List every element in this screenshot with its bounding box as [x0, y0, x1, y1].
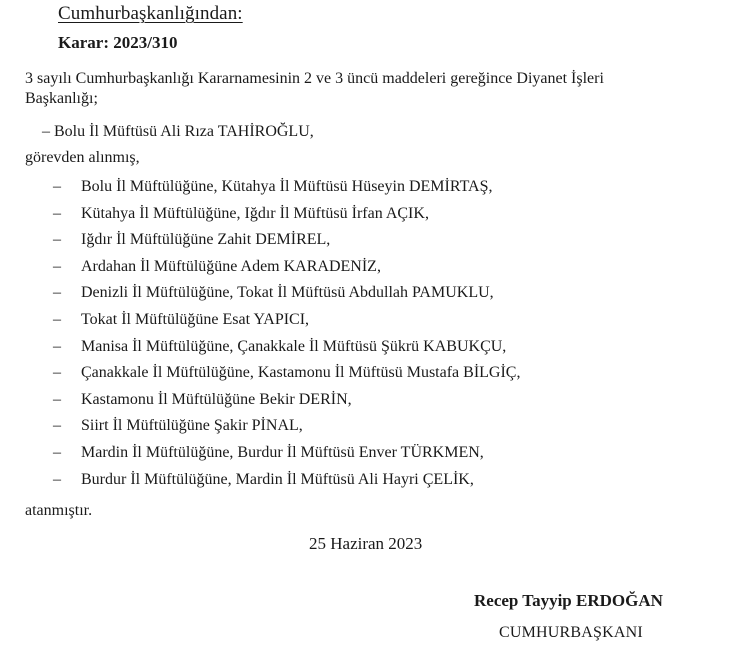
list-dash: – [53, 257, 61, 275]
list-dash: – [53, 310, 61, 328]
appointed-label: atanmıştır. [25, 502, 93, 519]
appointment-text: Manisa İl Müftülüğüne, Çanakkale İl Müftüsü Şükrü KABUKÇU, [81, 337, 507, 355]
list-dash: – [53, 204, 61, 222]
list-dash: – [53, 443, 61, 461]
intro-line-1 [25, 69, 737, 89]
list-dash: – [53, 284, 61, 302]
appointment-text: Kastamonu İl Müftülüğüne Bekir DERİN, [81, 390, 352, 408]
list-dash: – [53, 231, 61, 249]
dismissed-label: görevden alınmış, [25, 149, 140, 166]
dismissed-official: – Bolu İl Müftüsü Ali Rıza TAHİROĞLU, [42, 123, 314, 140]
appointment-text: Tokat İl Müftülüğüne Esat YAPICI, [81, 310, 310, 328]
appointment-text: Bolu İl Müftülüğüne, Kütahya İl Müftüsü Hüseyin DEMİRTAŞ, [81, 178, 493, 195]
intro-line-1-text: 3 sayılı Cumhurbaşkanlığı Kararnamesinin 2 ve 3 üncü maddeleri gereğince Diyanet İşleri [25, 70, 604, 87]
intro-line-2: Başkanlığı; [25, 90, 98, 107]
issuer-heading: Cumhurbaşkanlığından: [58, 3, 243, 24]
appointment-text: Çanakkale İl Müftülüğüne, Kastamonu İl Müftüsü Mustafa BİLGİÇ, [81, 364, 521, 382]
appointment-text: Iğdır İl Müftülüğüne Zahit DEMİREL, [81, 231, 331, 249]
decree-date: 25 Haziran 2023 [309, 534, 423, 553]
list-dash: – [53, 470, 61, 488]
list-dash: – [53, 364, 61, 382]
intro-paragraph [25, 69, 737, 109]
list-dash: – [53, 390, 61, 408]
decision-number: Karar: 2023/310 [58, 33, 178, 52]
appointment-text: Ardahan İl Müftülüğüne Adem KARADENİZ, [81, 257, 381, 275]
appointment-text: Denizli İl Müftülüğüne, Tokat İl Müftüsü Abdullah PAMUKLU, [81, 284, 494, 302]
signer-title: CUMHURBAŞKANI [499, 624, 643, 641]
list-dash: – [53, 178, 61, 195]
appointment-text: Burdur İl Müftülüğüne, Mardin İl Müftüsü Ali Hayri ÇELİK, [81, 470, 474, 488]
appointment-text: Kütahya İl Müftülüğüne, Iğdır İl Müftüsü İrfan AÇIK, [81, 204, 429, 222]
appointment-text: Mardin İl Müftülüğüne, Burdur İl Müftüsü Enver TÜRKMEN, [81, 443, 484, 461]
appointment-text: Siirt İl Müftülüğüne Şakir PİNAL, [81, 417, 303, 435]
list-dash: – [53, 417, 61, 435]
list-dash: – [53, 337, 61, 355]
signer-name: Recep Tayyip ERDOĞAN [474, 591, 663, 610]
